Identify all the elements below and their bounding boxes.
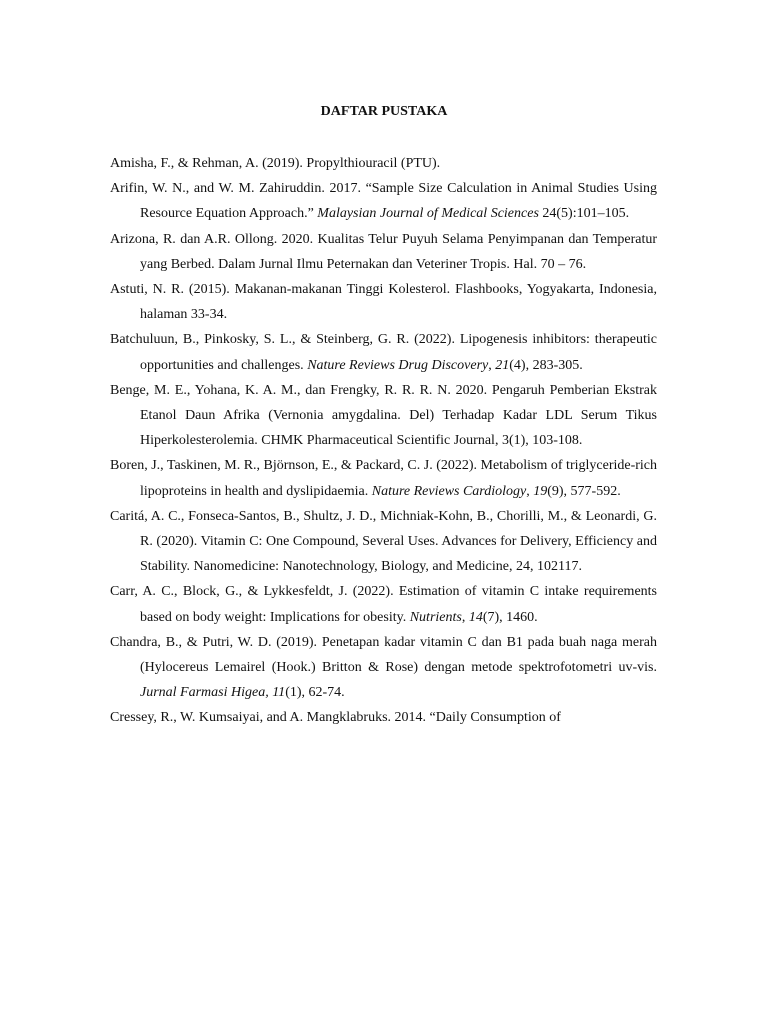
reference-text: , <box>488 357 496 373</box>
reference-text: 24(5):101–105. <box>538 206 630 222</box>
reference-item <box>110 453 657 503</box>
reference-text: Boren, J., Taskinen, M. R., Björnson, E., & Packard, C. J. (2022). Metabolism of triglyceride-rich lipoproteins in health and dyslipidaemia. <box>110 458 658 499</box>
reference-item <box>110 630 657 706</box>
reference-item <box>110 504 657 580</box>
reference-text: (9), 577-592. <box>547 483 621 499</box>
reference-text: Benge, M. E., Yohana, K. A. M., dan Frengky, R. R. R. N. 2020. Pengaruh Pemberian Ekstrak Etanol Daun Afrika (Vernonia amygdalina. Del) Terhadap Kadar LDL Serum Tikus Hiperkolesterolemia. CHMK Pharmaceutical Scientific Journal, 3(1), 103-108. <box>110 382 657 449</box>
reference-text: Batchuluun, B., Pinkosky, S. L., & Steinberg, G. R. (2022). Lipogenesis inhibitors: therapeutic opportunities and challenges. <box>110 332 657 373</box>
reference-item <box>110 227 657 277</box>
reference-text: , <box>526 483 534 499</box>
reference-text: (1), 62-74. <box>285 685 345 701</box>
page-title: DAFTAR PUSTAKA <box>320 104 448 119</box>
reference-item <box>110 327 657 377</box>
reference-item <box>110 378 657 454</box>
reference-text: Arifin, W. N., and W. M. Zahiruddin. 2017. “Sample Size Calculation in Animal Studies Using Resource Equation Approach.” <box>110 181 657 222</box>
reference-italic-text: 19 <box>533 483 548 499</box>
reference-italic-text: Nature Reviews Cardiology <box>371 483 527 499</box>
reference-item <box>110 176 657 226</box>
reference-text: Astuti, N. R. (2015). Makanan-makanan Tinggi Kolesterol. Flashbooks, Yogyakarta, Indonesia, halaman 33-34. <box>110 282 657 323</box>
reference-italic-text: Malaysian Journal of Medical Sciences <box>317 206 539 222</box>
reference-text: Caritá, A. C., Fonseca-Santos, B., Shultz, J. D., Michniak-Kohn, B., Chorilli, M., & Leonardi, G. R. (2020). Vitamin C: One Compound, Several Uses. Advances for Delivery, Efficiency and Stability. Nanomedicine: Nanotechnology, Biology, and Medicine, 24, 102117. <box>110 508 657 575</box>
reference-list <box>110 151 657 731</box>
reference-item <box>110 579 657 629</box>
reference-italic-text: Jurnal Farmasi Higea, 11 <box>140 685 286 701</box>
reference-text: , <box>461 609 469 625</box>
reference-text: Arizona, R. dan A.R. Ollong. 2020. Kualitas Telur Puyuh Selama Penyimpanan dan Temperatur yang Berbed. Dalam Jurnal Ilmu Peternakan dan Veteriner Tropis. Hal. 70 – 76. <box>110 231 657 272</box>
reference-text: (4), 283-305. <box>509 357 583 373</box>
reference-text: Cressey, R., W. Kumsaiyai, and A. Mangklabruks. 2014. “Daily Consumption of <box>110 710 561 726</box>
reference-item <box>110 277 657 327</box>
reference-text: Amisha, F., & Rehman, A. (2019). Propylthiouracil (PTU). <box>110 156 441 171</box>
reference-italic-text: 14 <box>468 609 483 625</box>
reference-item <box>110 151 657 176</box>
reference-italic-text: 21 <box>495 357 510 373</box>
reference-text: (7), 1460. <box>482 609 538 625</box>
reference-item <box>110 705 657 730</box>
reference-text: Carr, A. C., Block, G., & Lykkesfeldt, J. (2022). Estimation of vitamin C intake requirements based on body weight: Implications for obesity. <box>110 584 657 625</box>
reference-italic-text: Nutrients <box>409 609 462 625</box>
reference-text: Chandra, B., & Putri, W. D. (2019). Penetapan kadar vitamin C dan B1 pada buah naga merah (Hylocereus Lemairel (Hook.) Britton & Rose) dengan metode spektrofotometri uv-vis. <box>110 634 657 676</box>
reference-italic-text: Nature Reviews Drug Discovery <box>307 357 489 373</box>
